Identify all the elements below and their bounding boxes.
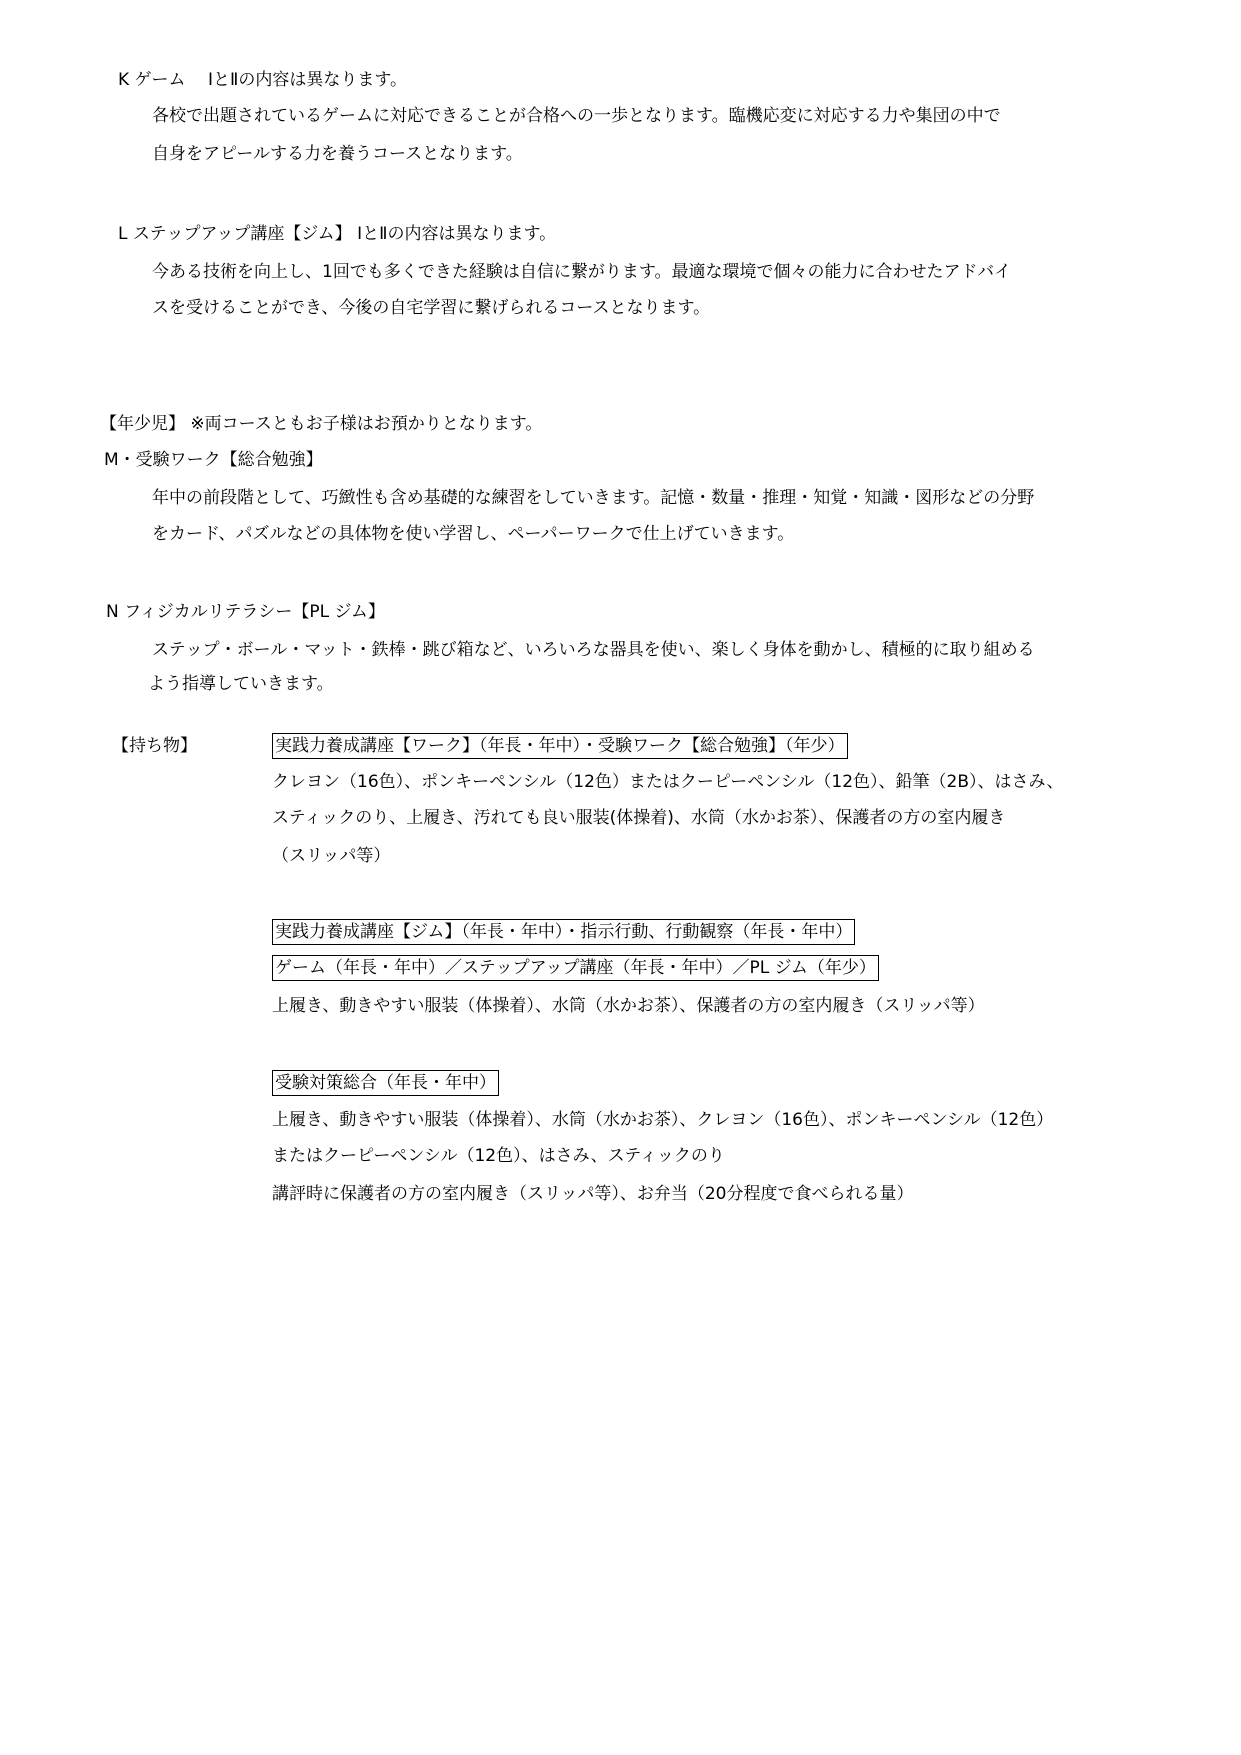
section-n-line-1: ステップ・ボール・マット・鉄棒・跳び箱など、いろいろな器具を使い、楽しく身体を動かし、積極的に取り組める [152,640,1035,660]
section-k-line-2: 自身をアピールする力を養うコースとなります。 [152,144,523,164]
belongings-group2-course-2: ゲーム（年長・年中）／ステップアップ講座（年長・年中）／PL ジム（年少） [272,955,879,981]
section-k-heading: K ゲーム ⅠとⅡの内容は異なります。 [118,70,407,90]
belongings-label: 【持ち物】 [112,736,197,756]
section-n-line-2: よう指導していきます。 [148,674,334,694]
belongings-group2-course-1: 実践力養成講座【ジム】（年長・年中）・指示行動、行動観察（年長・年中） [272,919,855,945]
section-n-heading: N フィジカルリテラシー【PL ジム】 [106,602,385,622]
section-l-line-1: 今ある技術を向上し、1回でも多くできた経験は自信に繋がります。最適な環境で個々の能力に合わせたアドバイ [152,262,1012,282]
section-l-line-2: スを受けることができ、今後の自宅学習に繋げられるコースとなります。 [152,298,711,318]
belongings-group1-line-3: （スリッパ等） [272,846,391,866]
section-m-line-1: 年中の前段階として、巧緻性も含め基礎的な練習をしていきます。記憶・数量・推理・知覚・知識・図形などの分野 [152,488,1035,508]
belongings-group1-line-1: クレヨン（16色）、ポンキーペンシル（12色）またはクーピーペンシル（12色）、鉛筆（2B）、はさみ、 [272,772,1064,792]
section-m-heading: M・受験ワーク【総合勉強】 [104,450,323,470]
belongings-group3-course: 受験対策総合（年長・年中） [272,1070,499,1096]
belongings-group3-line-2: またはクーピーペンシル（12色）、はさみ、スティックのり [272,1146,725,1166]
section-l-heading: L ステップアップ講座【ジム】 ⅠとⅡの内容は異なります。 [118,224,557,244]
belongings-group2-line-1: 上履き、動きやすい服装（体操着）、水筒（水かお茶）、保護者の方の室内履き（スリッパ等） [272,996,985,1016]
belongings-group3-line-3: 講評時に保護者の方の室内履き（スリッパ等）、お弁当（20分程度で食べられる量） [272,1184,914,1204]
nenshoji-heading: 【年少児】 ※両コースともお子様はお預かりとなります。 [100,414,543,434]
belongings-group1-course: 実践力養成講座【ワーク】（年長・年中）・受験ワーク【総合勉強】（年少） [272,733,848,759]
belongings-group3-line-1: 上履き、動きやすい服装（体操着）、水筒（水かお茶）、クレヨン（16色）、ポンキーペンシル（12色） [272,1110,1054,1130]
section-k-line-1: 各校で出題されているゲームに対応できることが合格への一歩となります。臨機応変に対応する力や集団の中で [152,106,1001,126]
section-m-line-2: をカード、パズルなどの具体物を使い学習し、ペーパーワークで仕上げていきます。 [152,524,795,544]
belongings-group1-line-2: スティックのり、上履き、汚れても良い服装(体操着)、水筒（水かお茶）、保護者の方の室内履き [272,808,1006,828]
